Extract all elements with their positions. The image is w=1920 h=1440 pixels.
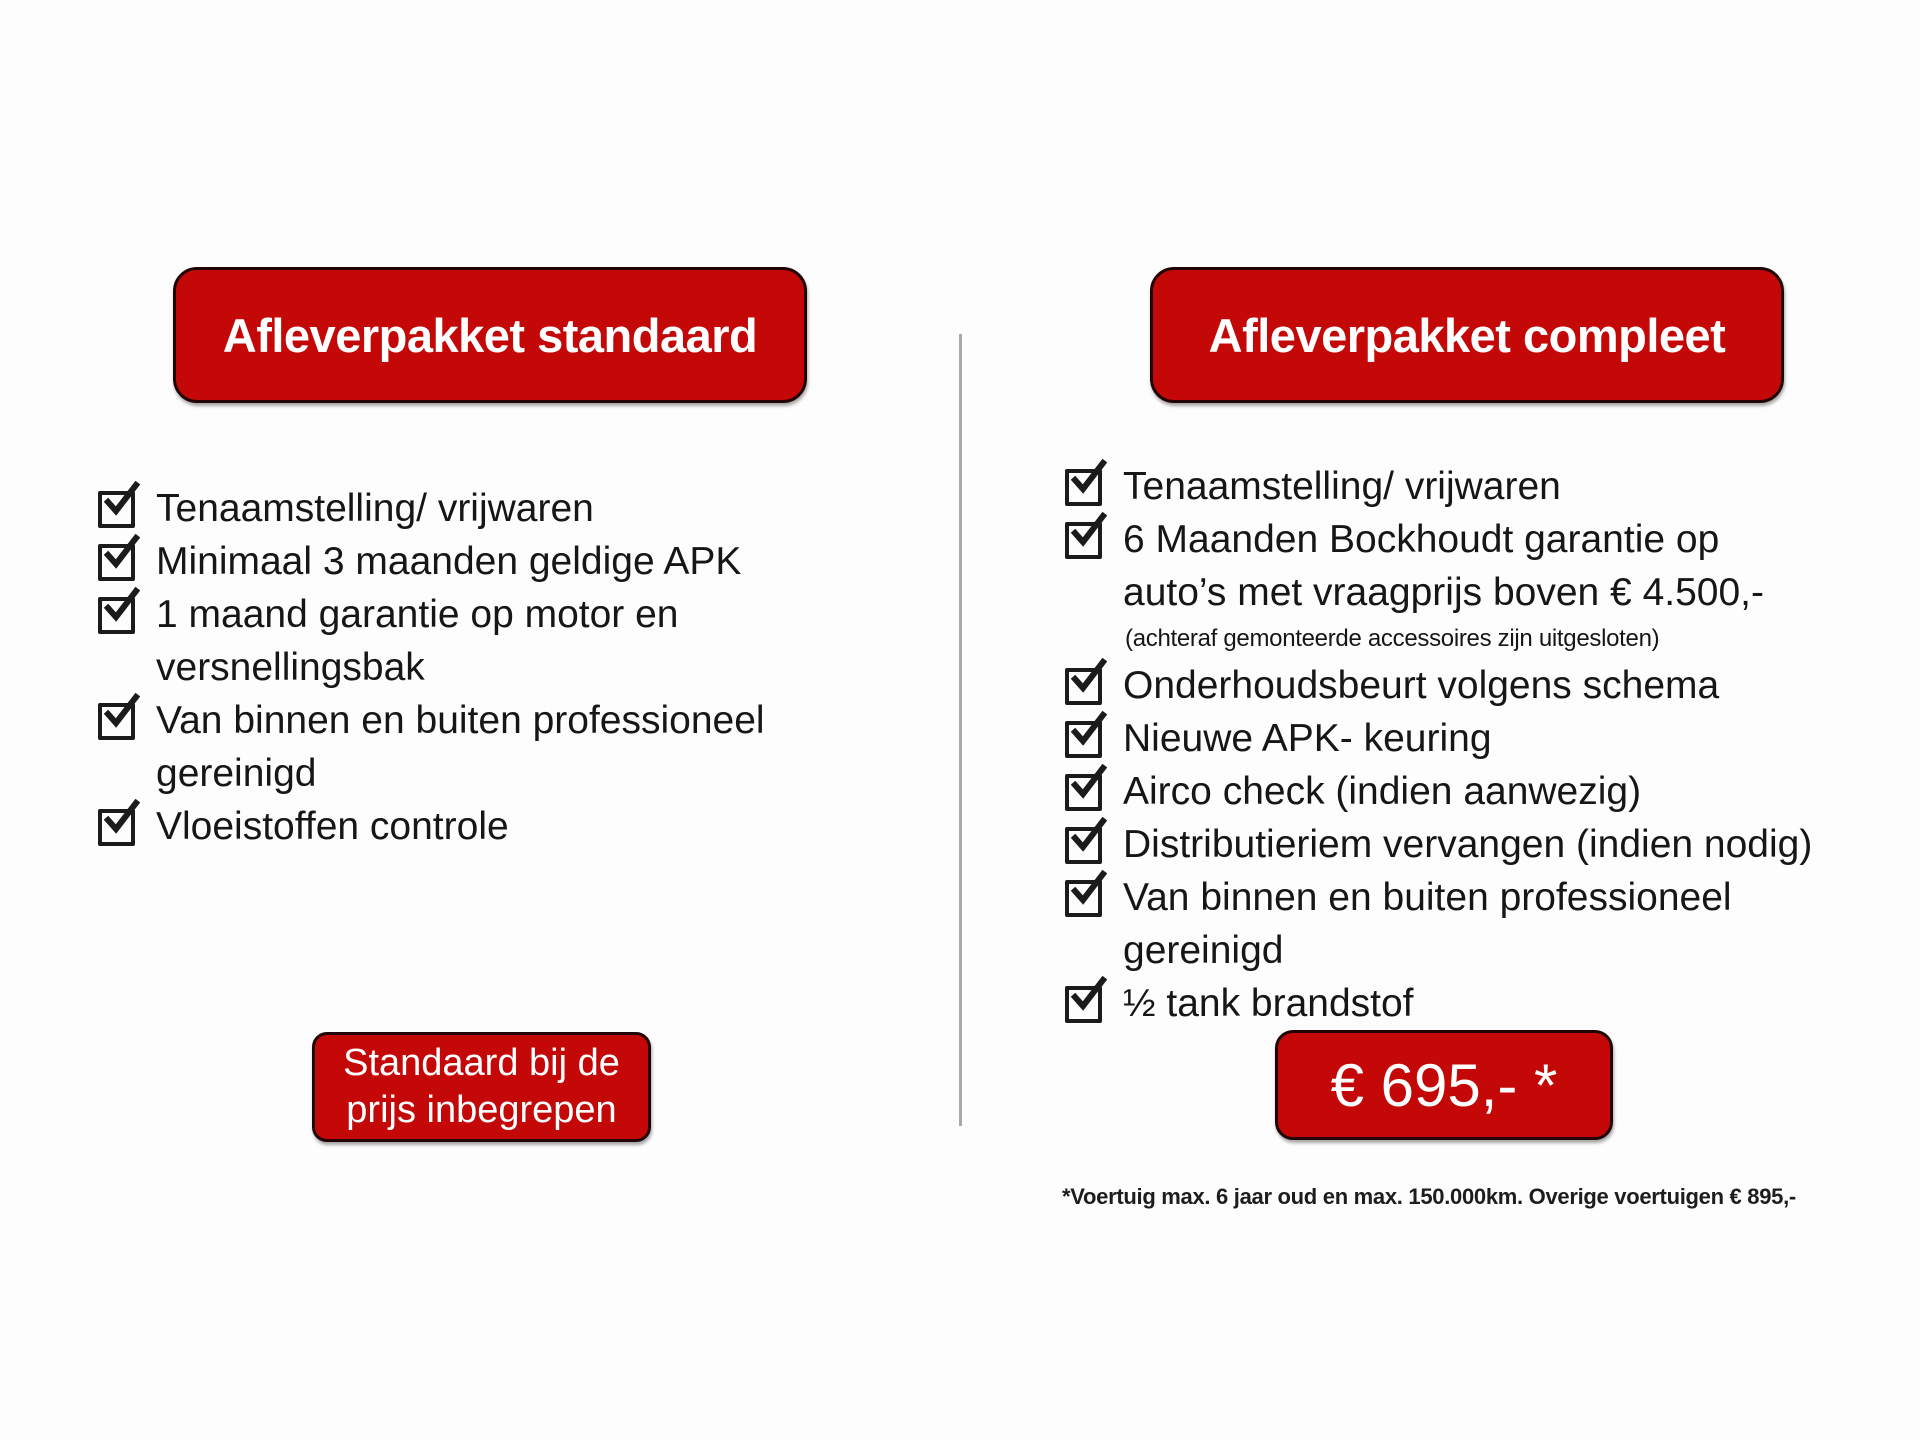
checked-checkbox-icon (1065, 522, 1102, 559)
included-in-price-badge (312, 1032, 651, 1142)
list-item (1065, 513, 1895, 659)
badge-line: prijs inbegrepen (346, 1089, 617, 1131)
list-item-text (1123, 513, 1764, 659)
list-item-text: Vloeistoffen controle (156, 805, 509, 848)
list-item-line: gereinigd (156, 752, 317, 795)
checked-checkbox-icon (1065, 986, 1102, 1023)
list-item (1065, 871, 1895, 977)
list-item (1065, 712, 1895, 765)
list-item-line: 1 maand garantie op motor en (156, 593, 679, 636)
list-item (1065, 765, 1895, 818)
list-item-text: ½ tank brandstof (1123, 982, 1414, 1025)
checked-checkbox-icon (1065, 721, 1102, 758)
checked-checkbox-icon (98, 809, 135, 846)
badge-line: Standaard bij de (343, 1042, 620, 1084)
list-item (1065, 818, 1895, 871)
list-item-text (156, 588, 679, 694)
left-package-title: Afleverpakket standaard (222, 308, 758, 362)
list-item-text: Nieuwe APK- keuring (1123, 717, 1492, 760)
price-box (1275, 1030, 1613, 1140)
checked-checkbox-icon (98, 544, 135, 581)
list-item (98, 535, 818, 588)
list-item-text: Tenaamstelling/ vrijwaren (1123, 465, 1561, 508)
list-item (98, 800, 818, 853)
checked-checkbox-icon (1065, 827, 1102, 864)
list-item-text: Distributieriem vervangen (indien nodig) (1123, 823, 1813, 866)
list-item-text: Minimaal 3 maanden geldige APK (156, 540, 742, 583)
list-item (98, 694, 818, 800)
right-package-title: Afleverpakket compleet (1208, 308, 1726, 362)
list-item-line: auto’s met vraagprijs boven € 4.500,- (1123, 571, 1764, 614)
list-item-line: Van binnen en buiten professioneel (156, 699, 765, 742)
list-item (1065, 460, 1895, 513)
checked-checkbox-icon (98, 703, 135, 740)
list-item-text: Tenaamstelling/ vrijwaren (156, 487, 594, 530)
checked-checkbox-icon (1065, 469, 1102, 506)
price-footnote: *Voertuig max. 6 jaar oud en max. 150.000km. Overige voertuigen € 895,- (1062, 1184, 1796, 1209)
list-item-line: Van binnen en buiten professioneel (1123, 876, 1732, 919)
price-text: € 695,- * (1330, 1051, 1558, 1119)
list-item-note: (achteraf gemonteerde accessoires zijn uitgesloten) (1125, 625, 1660, 652)
list-item-line: gereinigd (1123, 929, 1284, 972)
checked-checkbox-icon (1065, 668, 1102, 705)
checked-checkbox-icon (1065, 774, 1102, 811)
right-package-header (1150, 267, 1784, 403)
list-item-line: 6 Maanden Bockhoudt garantie op (1123, 518, 1720, 561)
checked-checkbox-icon (98, 491, 135, 528)
list-item-text: Onderhoudsbeurt volgens schema (1123, 664, 1720, 707)
left-package-list (98, 482, 818, 853)
list-item-text: Airco check (indien aanwezig) (1123, 770, 1642, 813)
list-item-text (1123, 871, 1732, 977)
checked-checkbox-icon (98, 597, 135, 634)
column-divider (959, 334, 962, 1126)
left-package-header (173, 267, 807, 403)
right-package-list (1065, 460, 1895, 1030)
checked-checkbox-icon (1065, 880, 1102, 917)
list-item (98, 588, 818, 694)
list-item (1065, 659, 1895, 712)
list-item-text (156, 694, 765, 800)
list-item (98, 482, 818, 535)
list-item (1065, 977, 1895, 1030)
list-item-line: versnellingsbak (156, 646, 425, 689)
